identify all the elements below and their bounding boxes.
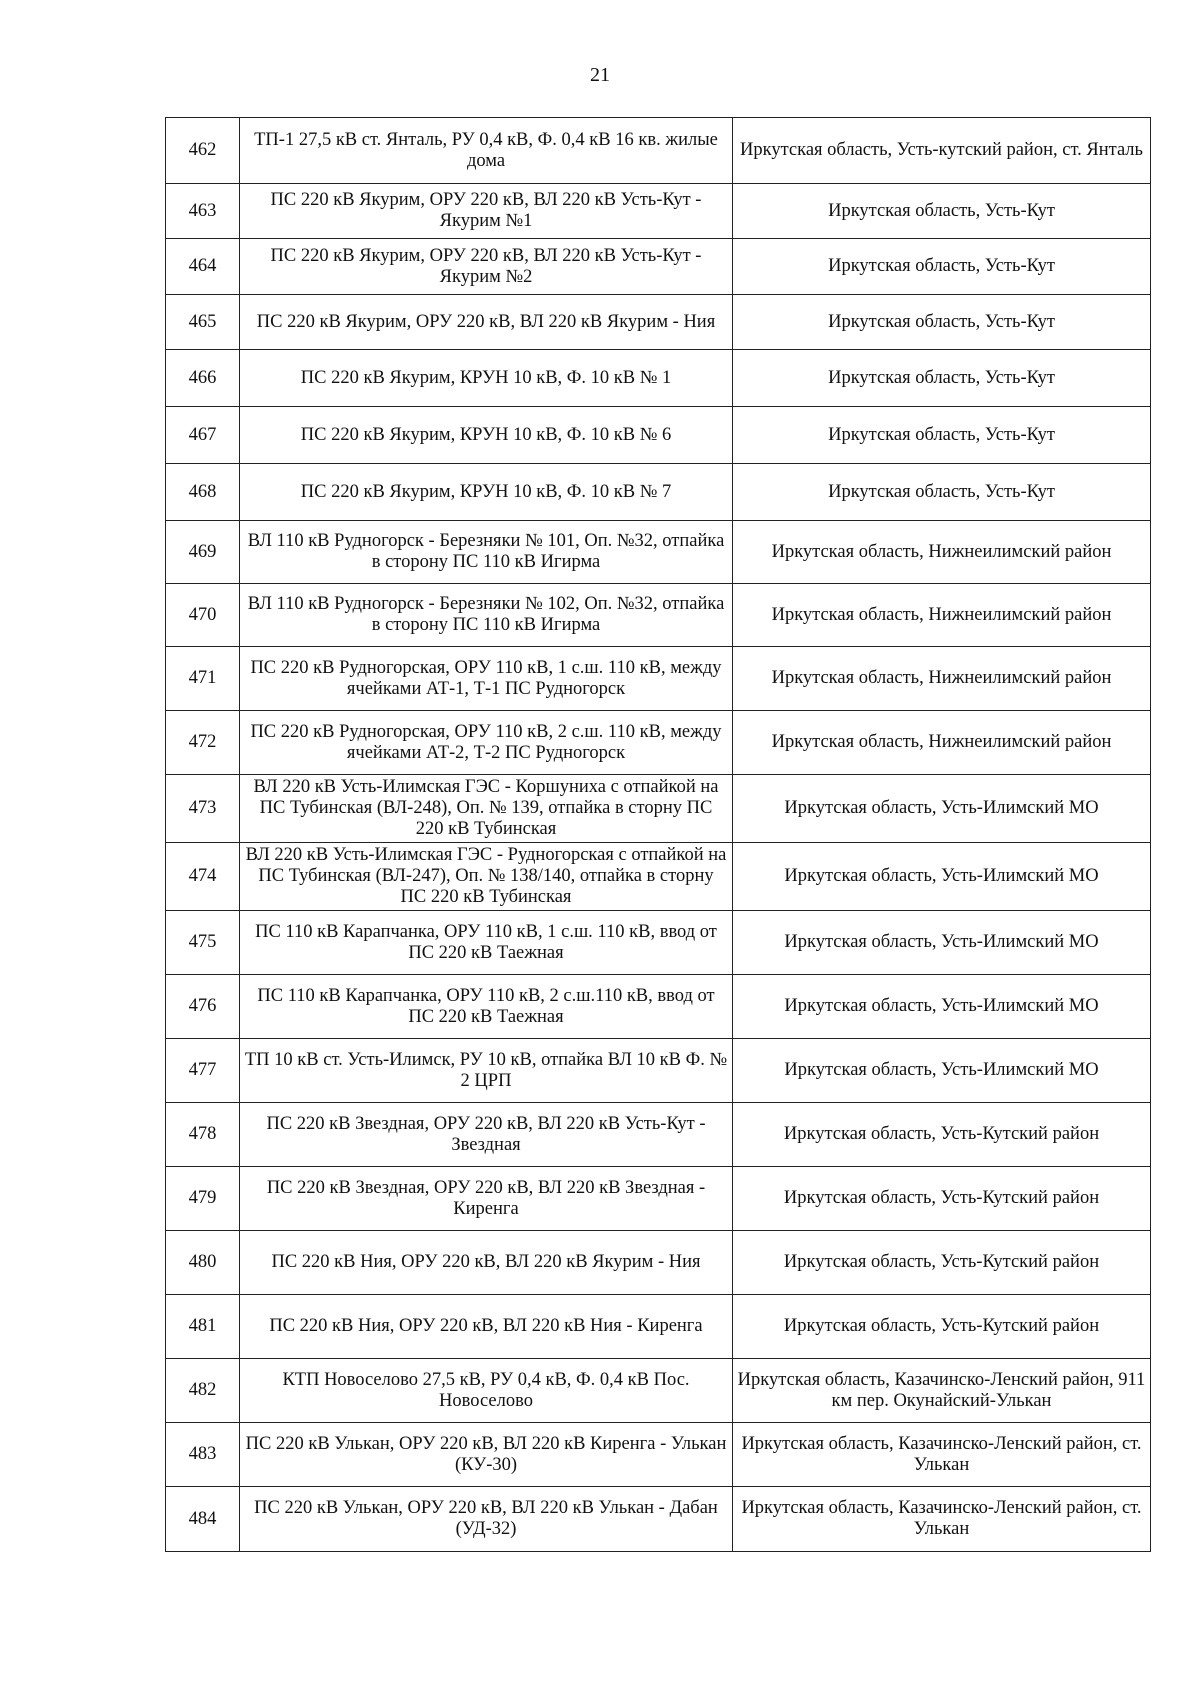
location-cell: Иркутская область, Усть-кутский район, ст. Янталь bbox=[733, 118, 1151, 184]
object-cell: ПС 220 кВ Улькан, ОРУ 220 кВ, ВЛ 220 кВ Киренга - Улькан (КУ-30) bbox=[240, 1423, 733, 1487]
table-row bbox=[166, 647, 1151, 711]
location-cell: Иркутская область, Казачинско-Ленский район, ст. Улькан bbox=[733, 1423, 1151, 1487]
table-row bbox=[166, 350, 1151, 407]
row-number-cell: 481 bbox=[166, 1295, 240, 1359]
object-cell: ПС 220 кВ Рудногорская, ОРУ 110 кВ, 2 с.ш. 110 кВ, между ячейками АТ-2, Т-2 ПС Рудногорск bbox=[240, 711, 733, 775]
row-number-cell: 478 bbox=[166, 1103, 240, 1167]
object-cell: ВЛ 220 кВ Усть-Илимская ГЭС - Рудногорская с отпайкой на ПС Тубинская (ВЛ-247), Оп. № 138/140, отпайка в сторну ПС 220 кВ Тубинская bbox=[240, 843, 733, 911]
object-cell: ПС 220 кВ Якурим, ОРУ 220 кВ, ВЛ 220 кВ Усть-Кут - Якурим №1 bbox=[240, 184, 733, 239]
row-number-cell: 472 bbox=[166, 711, 240, 775]
row-number-cell: 475 bbox=[166, 911, 240, 975]
table-row bbox=[166, 521, 1151, 584]
location-cell: Иркутская область, Нижнеилимский район bbox=[733, 521, 1151, 584]
location-cell: Иркутская область, Усть-Илимский МО bbox=[733, 1039, 1151, 1103]
table-row bbox=[166, 843, 1151, 911]
table-row bbox=[166, 1295, 1151, 1359]
object-cell: ПС 220 кВ Якурим, КРУН 10 кВ, Ф. 10 кВ № 1 bbox=[240, 350, 733, 407]
row-number-cell: 480 bbox=[166, 1231, 240, 1295]
location-cell: Иркутская область, Усть-Кут bbox=[733, 350, 1151, 407]
table-row bbox=[166, 1231, 1151, 1295]
location-cell: Иркутская область, Усть-Кут bbox=[733, 295, 1151, 350]
row-number-cell: 470 bbox=[166, 584, 240, 647]
page-number: 21 bbox=[590, 64, 610, 86]
object-cell: ПС 220 кВ Звездная, ОРУ 220 кВ, ВЛ 220 кВ Звездная - Киренга bbox=[240, 1167, 733, 1231]
object-cell: ПС 110 кВ Карапчанка, ОРУ 110 кВ, 1 с.ш. 110 кВ, ввод от ПС 220 кВ Таежная bbox=[240, 911, 733, 975]
table-row bbox=[166, 1039, 1151, 1103]
object-cell: ПС 220 кВ Якурим, КРУН 10 кВ, Ф. 10 кВ № 6 bbox=[240, 407, 733, 464]
table-row bbox=[166, 911, 1151, 975]
object-cell: ПС 220 кВ Якурим, ОРУ 220 кВ, ВЛ 220 кВ Усть-Кут - Якурим №2 bbox=[240, 239, 733, 295]
location-cell: Иркутская область, Усть-Кутский район bbox=[733, 1231, 1151, 1295]
location-cell: Иркутская область, Казачинско-Ленский район, ст. Улькан bbox=[733, 1487, 1151, 1552]
row-number-cell: 466 bbox=[166, 350, 240, 407]
row-number-cell: 473 bbox=[166, 775, 240, 843]
row-number-cell: 476 bbox=[166, 975, 240, 1039]
location-cell: Иркутская область, Усть-Илимский МО bbox=[733, 911, 1151, 975]
location-cell: Иркутская область, Усть-Кут bbox=[733, 407, 1151, 464]
object-cell: ВЛ 220 кВ Усть-Илимская ГЭС - Коршуниха с отпайкой на ПС Тубинская (ВЛ-248), Оп. № 139, отпайка в сторну ПС 220 кВ Тубинская bbox=[240, 775, 733, 843]
registry-table-body bbox=[166, 118, 1151, 1552]
table-row bbox=[166, 975, 1151, 1039]
object-cell: ПС 110 кВ Карапчанка, ОРУ 110 кВ, 2 с.ш.110 кВ, ввод от ПС 220 кВ Таежная bbox=[240, 975, 733, 1039]
location-cell: Иркутская область, Нижнеилимский район bbox=[733, 647, 1151, 711]
table-row bbox=[166, 407, 1151, 464]
object-cell: ПС 220 кВ Звездная, ОРУ 220 кВ, ВЛ 220 кВ Усть-Кут - Звездная bbox=[240, 1103, 733, 1167]
row-number-cell: 465 bbox=[166, 295, 240, 350]
location-cell: Иркутская область, Нижнеилимский район bbox=[733, 584, 1151, 647]
table-row bbox=[166, 711, 1151, 775]
row-number-cell: 474 bbox=[166, 843, 240, 911]
object-cell: ПС 220 кВ Улькан, ОРУ 220 кВ, ВЛ 220 кВ Улькан - Дабан (УД-32) bbox=[240, 1487, 733, 1552]
row-number-cell: 483 bbox=[166, 1423, 240, 1487]
object-cell: ТП 10 кВ ст. Усть-Илимск, РУ 10 кВ, отпайка ВЛ 10 кВ Ф. № 2 ЦРП bbox=[240, 1039, 733, 1103]
row-number-cell: 484 bbox=[166, 1487, 240, 1552]
object-cell: ПС 220 кВ Ния, ОРУ 220 кВ, ВЛ 220 кВ Ния - Киренга bbox=[240, 1295, 733, 1359]
location-cell: Иркутская область, Усть-Кутский район bbox=[733, 1167, 1151, 1231]
object-cell: ПС 220 кВ Ния, ОРУ 220 кВ, ВЛ 220 кВ Якурим - Ния bbox=[240, 1231, 733, 1295]
table-row bbox=[166, 295, 1151, 350]
object-cell: ВЛ 110 кВ Рудногорск - Березняки № 101, Оп. №32, отпайка в сторону ПС 110 кВ Игирма bbox=[240, 521, 733, 584]
row-number-cell: 477 bbox=[166, 1039, 240, 1103]
object-cell: ПС 220 кВ Якурим, ОРУ 220 кВ, ВЛ 220 кВ Якурим - Ния bbox=[240, 295, 733, 350]
object-cell: КТП Новоселово 27,5 кВ, РУ 0,4 кВ, Ф. 0,4 кВ Пос. Новоселово bbox=[240, 1359, 733, 1423]
table-row bbox=[166, 1487, 1151, 1552]
table-row bbox=[166, 1167, 1151, 1231]
location-cell: Иркутская область, Усть-Кут bbox=[733, 184, 1151, 239]
row-number-cell: 463 bbox=[166, 184, 240, 239]
row-number-cell: 462 bbox=[166, 118, 240, 184]
location-cell: Иркутская область, Казачинско-Ленский район, 911 км пер. Окунайский-Улькан bbox=[733, 1359, 1151, 1423]
object-cell: ВЛ 110 кВ Рудногорск - Березняки № 102, Оп. №32, отпайка в сторону ПС 110 кВ Игирма bbox=[240, 584, 733, 647]
object-cell: ТП-1 27,5 кВ ст. Янталь, РУ 0,4 кВ, Ф. 0,4 кВ 16 кв. жилые дома bbox=[240, 118, 733, 184]
location-cell: Иркутская область, Усть-Илимский МО bbox=[733, 775, 1151, 843]
row-number-cell: 482 bbox=[166, 1359, 240, 1423]
table-row bbox=[166, 239, 1151, 295]
object-cell: ПС 220 кВ Якурим, КРУН 10 кВ, Ф. 10 кВ № 7 bbox=[240, 464, 733, 521]
row-number-cell: 479 bbox=[166, 1167, 240, 1231]
location-cell: Иркутская область, Усть-Кут bbox=[733, 464, 1151, 521]
row-number-cell: 469 bbox=[166, 521, 240, 584]
table-row bbox=[166, 1359, 1151, 1423]
location-cell: Иркутская область, Усть-Кутский район bbox=[733, 1103, 1151, 1167]
table-row bbox=[166, 118, 1151, 184]
table-row bbox=[166, 584, 1151, 647]
table-row bbox=[166, 1423, 1151, 1487]
table-row bbox=[166, 184, 1151, 239]
row-number-cell: 471 bbox=[166, 647, 240, 711]
location-cell: Иркутская область, Усть-Кут bbox=[733, 239, 1151, 295]
location-cell: Иркутская область, Усть-Илимский МО bbox=[733, 843, 1151, 911]
location-cell: Иркутская область, Нижнеилимский район bbox=[733, 711, 1151, 775]
object-cell: ПС 220 кВ Рудногорская, ОРУ 110 кВ, 1 с.ш. 110 кВ, между ячейками АТ-1, Т-1 ПС Рудногорск bbox=[240, 647, 733, 711]
row-number-cell: 467 bbox=[166, 407, 240, 464]
location-cell: Иркутская область, Усть-Кутский район bbox=[733, 1295, 1151, 1359]
table-row bbox=[166, 775, 1151, 843]
table-row bbox=[166, 464, 1151, 521]
location-cell: Иркутская область, Усть-Илимский МО bbox=[733, 975, 1151, 1039]
registry-table bbox=[165, 117, 1151, 1552]
row-number-cell: 468 bbox=[166, 464, 240, 521]
table-row bbox=[166, 1103, 1151, 1167]
row-number-cell: 464 bbox=[166, 239, 240, 295]
